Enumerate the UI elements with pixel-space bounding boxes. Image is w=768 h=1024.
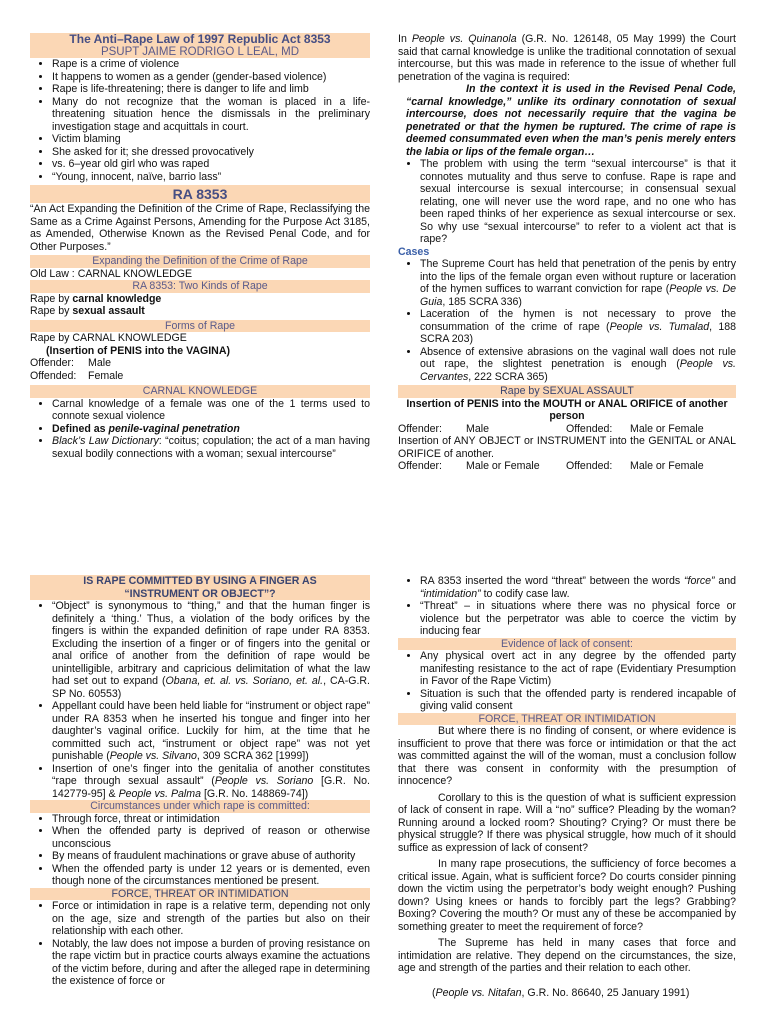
case-citation: Obana, et. al. vs. Soriano, et. al. [165, 675, 324, 687]
threat-list [398, 575, 736, 638]
list-item: • It happens to women as a gender (gender-based violence) [52, 71, 370, 84]
evidence-heading: Evidence of lack of consent: [398, 638, 736, 651]
case-text: The Supreme Court has held that penetration of the penis by entry into the lips of the female organ even without rupture or laceration of the hymen suffices to warrant conviction for rape ( [420, 258, 736, 295]
intro-bullet-list [30, 58, 370, 183]
force-threat-heading-2: FORCE, THREAT OR INTIMIDATION [398, 713, 736, 726]
circumstances-list [30, 813, 370, 888]
intro-prefix: In [398, 33, 412, 45]
list-item: • Force or intimidation in rape is a relative term, depending not only on the age, size and strength of the parties but also on their relationship with each other. [52, 900, 370, 938]
paragraph: But where there is no finding of consent, or where evidence is insufficient to prove that there was force or intimidation or that the act was committed against the will of the woman, must a conclusion follow that there was consent in conformity with the presumption of innocence? [398, 725, 736, 787]
offended-line [30, 370, 370, 383]
ra-heading: RA 8353 [30, 185, 370, 203]
list-item [52, 423, 370, 436]
bullet-text: RA 8353 inserted the word “threat” between the words [420, 575, 684, 587]
finger-heading: IS RAPE COMMITTED BY USING A FINGER AS “INSTRUMENT OR OBJECT”? [30, 575, 370, 600]
quinanola-intro [398, 33, 736, 83]
list-item: • By means of fraudulent machinations or grave abuse of authority [52, 850, 370, 863]
expanding-heading: Expanding the Definition of the Crime of Rape [30, 255, 370, 268]
problem-list [398, 158, 736, 246]
offended-value: Male or Female [630, 460, 704, 472]
case-citation: People vs. Quinanola [411, 33, 517, 45]
dictionary-title: Black’s Law Dictionary [52, 435, 159, 447]
list-item: • She asked for it; she dressed provocatively [52, 146, 370, 159]
assault-offender-line [398, 423, 736, 436]
list-item: • Many do not recognize that the woman is placed in a life-threatening situation hence the dismissals in the preliminary investigation stage and acquittals in court. [52, 96, 370, 134]
sexual-assault-heading: Rape by SEXUAL ASSAULT [398, 385, 736, 398]
kind-label: sexual assault [72, 305, 145, 317]
kind-prefix: Rape by [30, 292, 73, 305]
case-reference: , 309 SCRA 362 [1999]) [196, 750, 309, 762]
case-citation: People vs. Soriano [214, 775, 314, 787]
case-reference: , G.R. No. 86640, 25 January 1991) [521, 986, 690, 999]
list-item: • “Threat” – in situations where there was no physical force or violence but the perpetrator was able to coerce the victim by inducing fear [420, 600, 736, 638]
list-item [420, 308, 736, 346]
assault-offender-line-2 [398, 460, 736, 473]
definition-prefix: Defined as [52, 422, 109, 435]
quoted-term: “intimidation” [420, 587, 481, 600]
case-reference: , 185 SCRA 336) [442, 295, 522, 308]
offended-label: Offended: [566, 460, 613, 472]
list-item: • vs. 6–year old girl who was raped [52, 158, 370, 171]
two-kinds-heading: RA 8353: Two Kinds of Rape [30, 280, 370, 293]
list-item [52, 700, 370, 763]
list-item: • Situation is such that the offended party is rendered incapable of giving valid consent [420, 688, 736, 713]
finger-bullet-list [30, 600, 370, 800]
block-quote: In the context it is used in the Revised Penal Code, “carnal knowledge,” unlike its ordinary connotation of sexual intercourse, does not necessarily require that the vagina be penetrated or that the hymen be ruptured. The crime of rape is deemed consummated even when the man’s penis merely enters the labia or lips of the female organ… [406, 83, 736, 158]
case-citation: People vs. Palma [118, 787, 202, 800]
list-item: • Rape is a crime of violence [52, 58, 370, 71]
list-item [52, 600, 370, 700]
citation-open: ( [432, 986, 436, 999]
offended-value: Female [88, 369, 124, 382]
list-item: • Rape is life-threatening; there is danger to life and limb [52, 83, 370, 96]
list-item [420, 346, 736, 384]
case-citation-line [398, 987, 736, 1000]
old-law-line: Old Law : CARNAL KNOWLEDGE [30, 267, 193, 280]
author-line: PSUPT JAIME RODRIGO L LEAL, MD [30, 46, 370, 59]
assault-definition: Insertion of PENIS into the MOUTH or ANAL ORIFICE of another person [406, 397, 728, 422]
document-title: The Anti–Rape Law of 1997 Republic Act 8353 [30, 33, 370, 46]
case-text: Absence of extensive abrasions on the vaginal wall does not rule out rape, the slightest penetration is enough ( [420, 345, 736, 370]
offended-label: Offended: [30, 369, 77, 382]
list-item: • Victim blaming [52, 133, 370, 146]
case-citation: People vs. De Guia [420, 283, 736, 308]
list-item [420, 258, 736, 308]
paragraph: Corollary to this is the question of what is sufficient expression of lack of consent in rape. Will a “no” suffice? Pleading by the woman? Running around a locked room? Shouting? Crying? Or must there be physical struggle? If there was physical struggle, how much of it should suffice as expression of lack of consent? [398, 791, 736, 854]
offender-line [30, 357, 370, 370]
kind-label: carnal knowledge [72, 292, 162, 305]
kind-assault [30, 305, 370, 318]
list-item [52, 435, 370, 460]
force-threat-list [30, 900, 370, 988]
list-item: • When the offended party is under 12 years or is demented, even though none of the circumstances mentioned be present. [52, 863, 370, 888]
kind-carnal [30, 293, 370, 306]
definition-term: penile-vaginal penetration [108, 422, 240, 435]
case-reference: , 188 SCRA 203) [420, 320, 737, 345]
list-item: • The problem with using the term “sexual intercourse” is that it connotes mutuality and thus serve to confuse. Rape is rape and sexual intercourse is sexual intercourse; in consensual sexual relating, one will never use the word rape, and no one who has been raped thinks of her experience as sexual intercourse or sex. So why use “sexual intercourse” to refer to a violent act that is rape? [420, 158, 736, 246]
offended-value: Male or Female [630, 422, 704, 435]
offender-label: Offender: [30, 357, 74, 369]
ra-description: “An Act Expanding the Definition of the Crime of Rape, Reclassifying the Same as a Crime Against Persons, Amending for the Purpose Act 3185, as Amended, Otherwise Known as the Revised Penal Code, and for Other Purposes.” [30, 203, 370, 253]
page2-left-column [30, 575, 370, 988]
offended-label: Offended: [566, 422, 613, 435]
offender-value: Male or Female [466, 460, 540, 472]
circumstances-heading: Circumstances under which rape is committed: [30, 800, 370, 813]
bullet-text: to codify case law. [480, 587, 570, 600]
forms-line: Rape by CARNAL KNOWLEDGE [30, 332, 187, 344]
list-item: • Any physical overt act in any degree by the offended party manifesting resistance to the act of rape (Evidentiary Presumption in Favor of the Rape Victim) [420, 650, 736, 688]
case-citation: People vs. Cervantes [420, 358, 737, 383]
bullet-text: and [714, 575, 736, 587]
case-citation: People vs. Nitafan [435, 986, 522, 999]
page1-left-column [30, 33, 370, 460]
cases-label: Cases [398, 245, 430, 258]
dictionary-definition: : “coitus; copulation; the act of a man having sexual bodily connections with a woman; sexual intercourse” [52, 435, 370, 460]
offender-value: Male [466, 422, 489, 435]
forms-subline: (Insertion of PENIS into the VAGINA) [46, 344, 231, 357]
evidence-list [398, 650, 736, 713]
case-citation: People vs. Silvano [109, 750, 197, 762]
bullet-text: Appellant could have been held liable for “instrument or object rape” under RA 8353 when he inserted his tongue and finger into her daughter’s vaginal orifice. Luckily for him, at the time that he committed such act, “instrument or object rape” was not yet punishable ( [52, 700, 371, 762]
carnal-heading: CARNAL KNOWLEDGE [30, 385, 370, 398]
page1-right-column [398, 33, 736, 473]
case-citation: People vs. Tumalad [609, 320, 710, 333]
list-item [52, 763, 370, 801]
bullet-text: Insertion of one’s finger into the genitalia of another constitutes “rape through sexual assault” ( [52, 762, 370, 787]
offender-label: Offender: [398, 422, 442, 435]
case-reference: , CA-G.R. SP No. 60553) [52, 675, 371, 700]
list-item: • Through force, threat or intimidation [52, 813, 370, 826]
paragraph: The Supreme has held in many cases that force and intimidation are relative. They depend on the circumstances, the size, age and strength of the parties and their relation to each other. [398, 937, 736, 974]
case-reference: , 222 SCRA 365) [468, 370, 548, 383]
paragraph: In many rape prosecutions, the sufficiency of force becomes a critical issue. Again, what is sufficient force? Do courts consider pinning down the victim using the perpetrator’s body weight enough? Pushing down? Using knees or hands to forcibly part the legs? Grabbing? Boxing? Covering the mouth? Or must any of these be accompanied by something greater to meet the requirement of force? [398, 858, 736, 933]
case-text: Laceration of the hymen is not necessary to prove the consummation of the crime of rape ( [420, 308, 736, 333]
carnal-bullet-list [30, 398, 370, 461]
kind-prefix: Rape by [30, 305, 73, 317]
force-threat-heading: FORCE, THREAT OR INTIMIDATION [30, 888, 370, 901]
case-reference: [G.R. No. 148869-74]) [201, 787, 309, 800]
list-item: • When the offended party is deprived of reason or otherwise unconscious [52, 825, 370, 850]
case-reference: [G.R. No. 142779-95] & [52, 775, 370, 800]
page2-right-column [398, 575, 736, 999]
offender-value: Male [88, 357, 111, 369]
list-item: • Carnal knowledge of a female was one of the 1 terms used to connote sexual violence [52, 398, 370, 423]
intro-text: (G.R. No. 126148, 05 May 1999) the Court said that carnal knowledge is unlike the traditional connotation of sexual intercourse, but this was made in reference to the issue of whether full penetration of the vagina is required: [398, 33, 736, 83]
cases-list [398, 258, 736, 383]
list-item: • Notably, the law does not impose a burden of proving resistance on the rape victim but in practice courts always examine the actuations of the victim before, during and after the alleged rape in determining the existence of force or [52, 938, 370, 988]
bullet-text: “Object” is synonymous to “thing,” and that the human finger is definitely a ‘thing.’ Thus, a violation of the body orifices by the fingers is within the expanded definition of rape under RA 8353. Excluding the insertion of a finger or of fingers into the genital or anal orifice of another from the definition of rape would be unintelligible, arbitrary and capricious delimitation of what the law had set out to expand ( [52, 600, 370, 687]
offender-label: Offender: [398, 460, 442, 472]
list-item [420, 575, 736, 600]
assault-definition-2: Insertion of ANY OBJECT or INSTRUMENT into the GENITAL or ANAL ORIFICE of another. [398, 435, 736, 460]
quoted-term: “force” [683, 575, 715, 587]
list-item: • “Young, innocent, naïve, barrio lass” [52, 171, 370, 184]
forms-heading: Forms of Rape [30, 320, 370, 333]
